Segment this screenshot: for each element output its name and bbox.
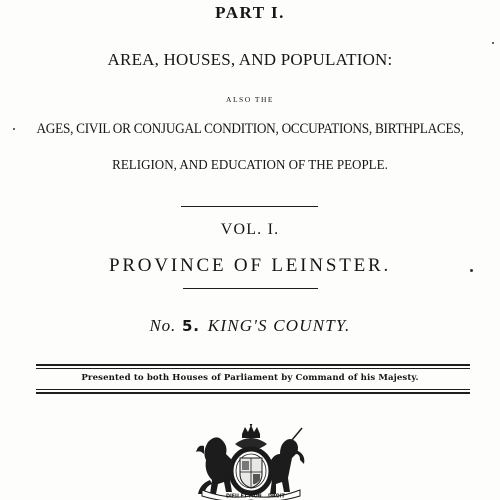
subtitle-line-ages: AGES, CIVIL OR CONJUGAL CONDITION, OCCUPATIONS, BIRTHPLACES,: [36, 121, 464, 137]
double-rule-bottom-a: [36, 389, 470, 390]
print-speck: [470, 269, 473, 272]
main-title: AREA, HOUSES, AND POPULATION:: [107, 50, 393, 69]
presented-statement: Presented to both Houses of Parliament by Command of his Majesty.: [81, 373, 419, 383]
royal-coat-of-arms-icon: [188, 424, 314, 500]
subtitle-line-religion: RELIGION, AND EDUCATION OF THE PEOPLE.: [112, 158, 388, 173]
number-label: No.: [149, 316, 177, 335]
volume-heading: VOL. I.: [220, 221, 280, 238]
double-rule-top-b: [36, 368, 470, 369]
crown-icon: [242, 424, 260, 438]
double-rule-top-a: [36, 364, 470, 366]
motto-right: DROIT: [268, 494, 285, 500]
divider-rule-top: [181, 206, 318, 207]
print-speck: [13, 128, 15, 130]
also-the-text: ALSO THE: [226, 95, 274, 104]
lion-supporter-icon: [196, 437, 233, 494]
part-heading: PART I.: [215, 3, 285, 22]
county-line: [0, 316, 500, 336]
county-name: KING'S COUNTY.: [207, 316, 351, 335]
double-rule-bottom-b: [36, 392, 470, 394]
unicorn-supporter-icon: [269, 428, 304, 494]
divider-rule-bottom: [183, 288, 318, 289]
print-speck: [492, 42, 494, 44]
motto-left: DIEU ET MON: [226, 494, 262, 500]
county-number: 5.: [182, 317, 200, 335]
province-heading: PROVINCE OF LEINSTER.: [108, 255, 392, 276]
